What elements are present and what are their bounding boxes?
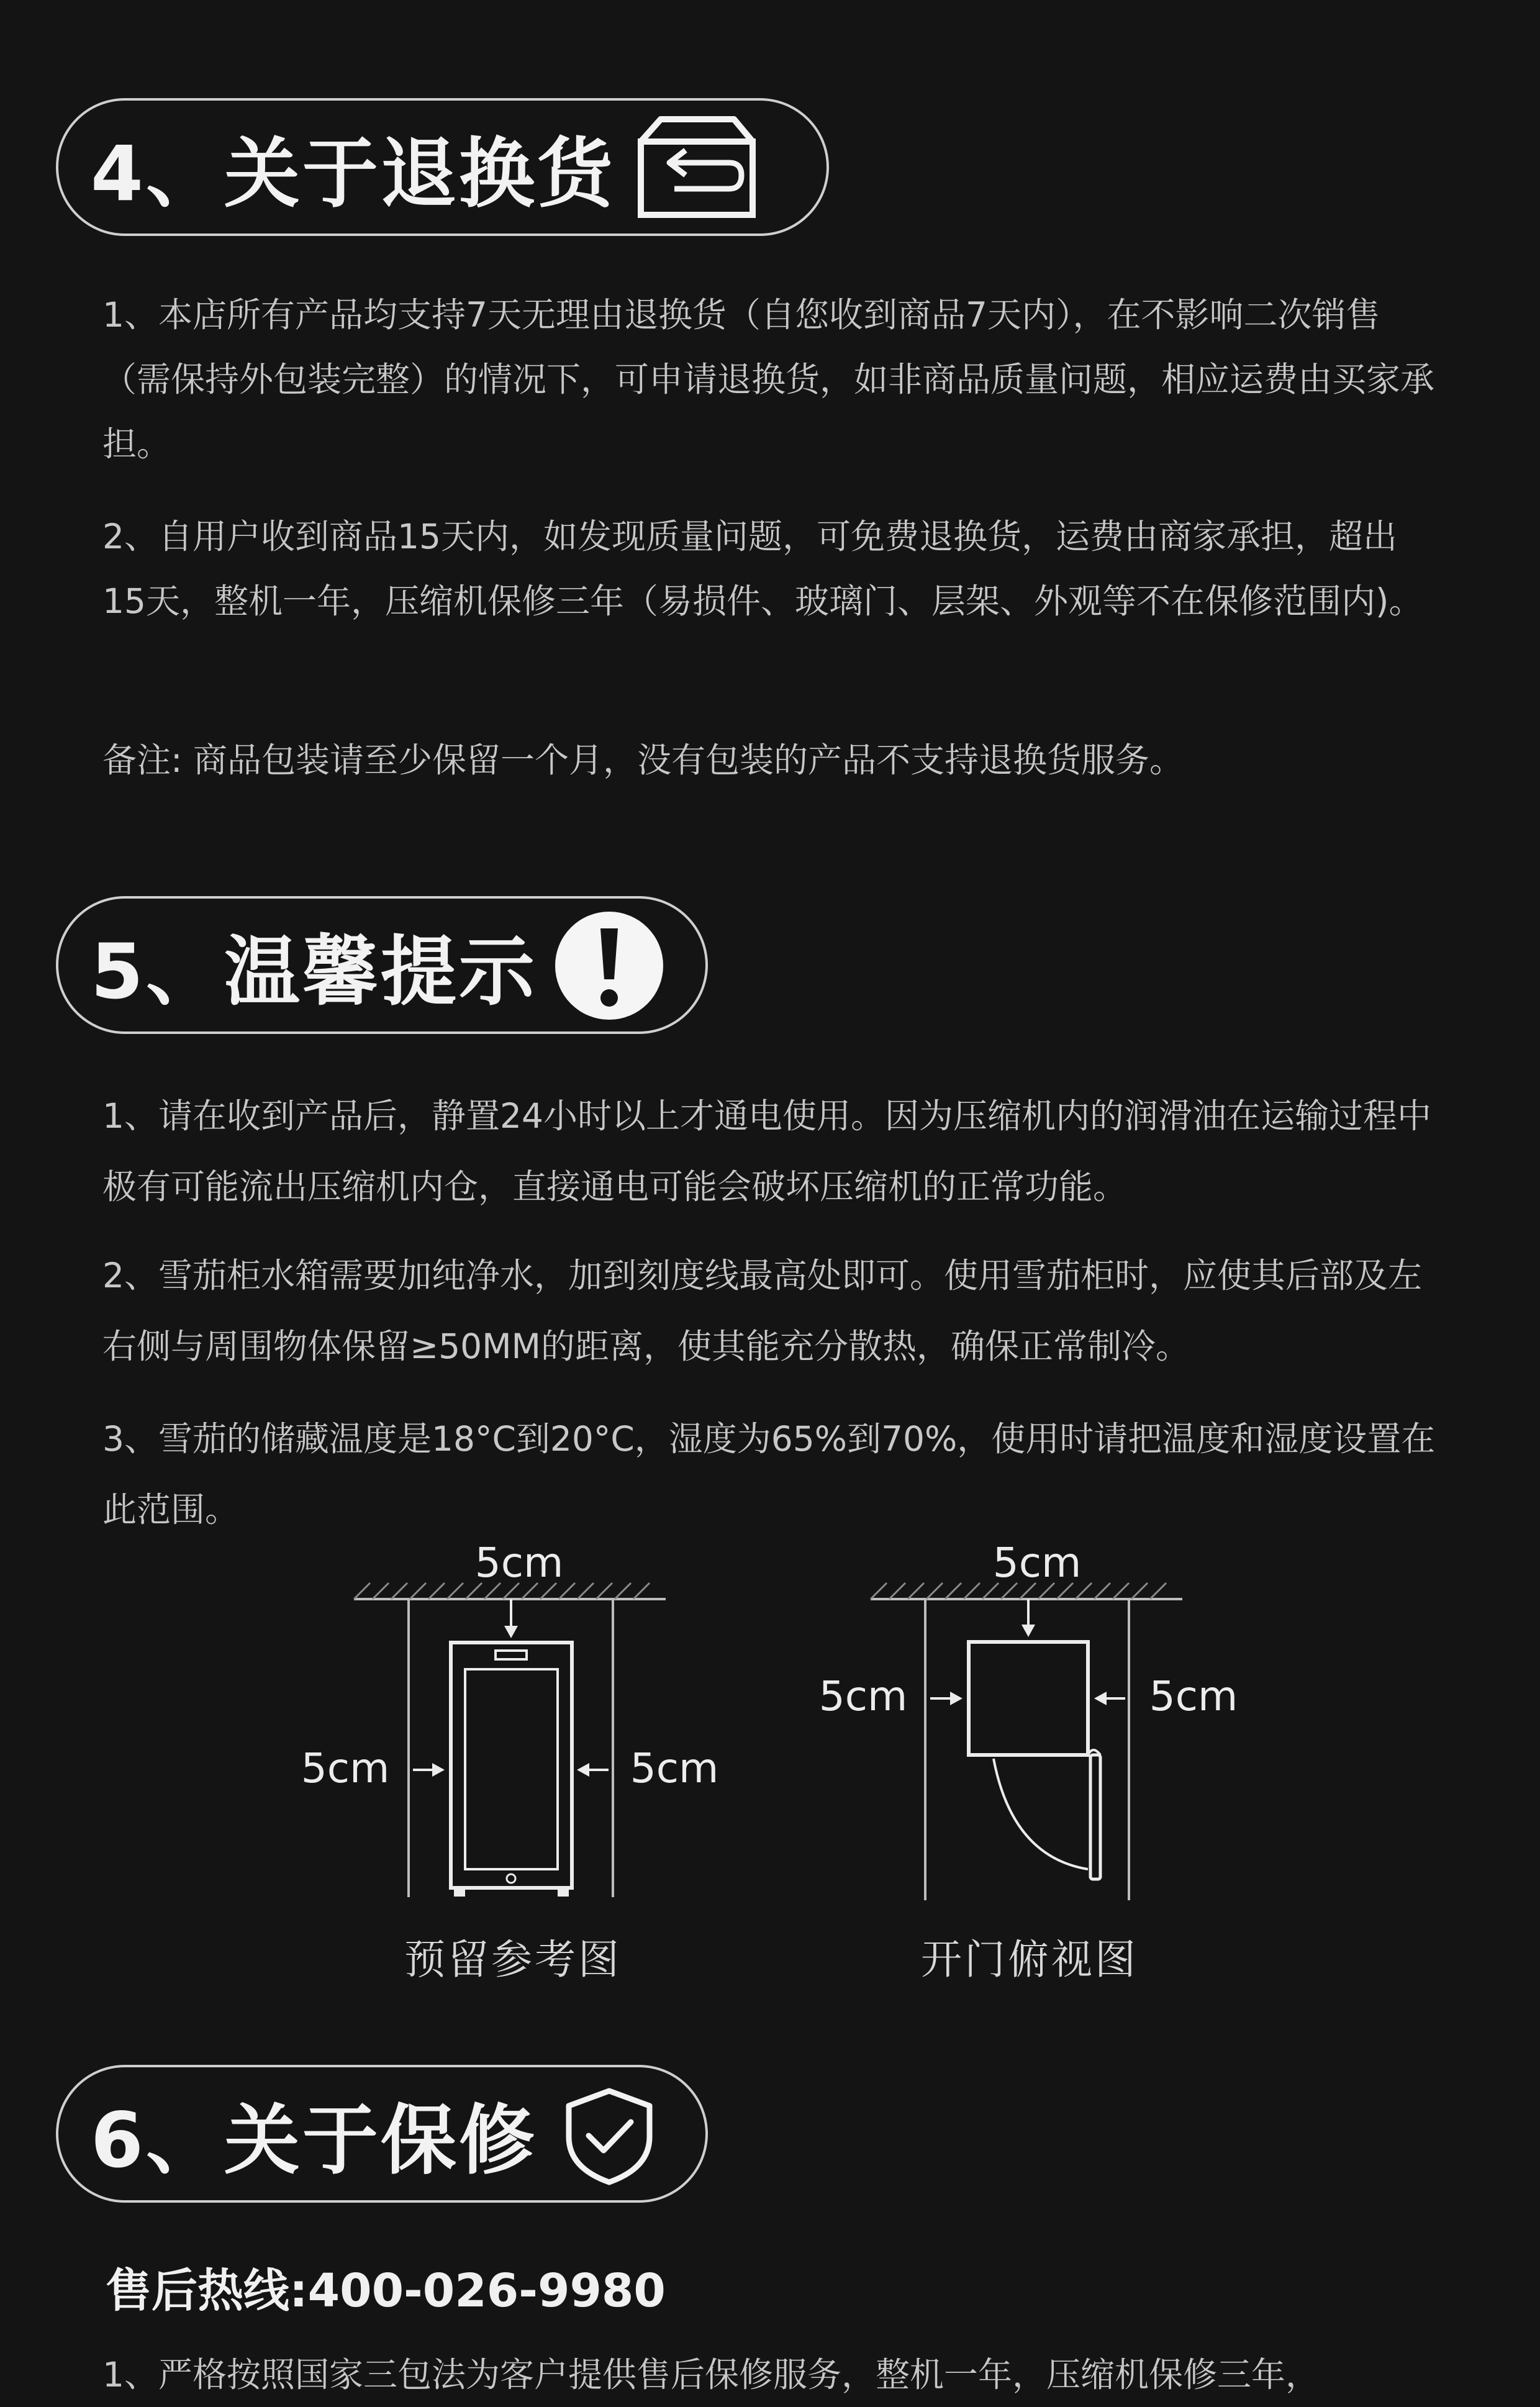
after-sales-hotline: 售后热线:400-026-9980 [106,2264,666,2318]
front-diagram-caption: 预留参考图 [404,1936,622,1983]
top-view-left-gap-label: 5cm [818,1672,908,1720]
door-top-view-diagram [801,1534,1273,1993]
section-6-paragraph-1: 1、严格按照国家三包法为客户提供售后保修服务，整机一年，压缩机保修三年， [102,2355,1320,2395]
front-top-gap-label: 5cm [474,1539,564,1587]
section-4-title: 4、关于退换货 [91,129,615,218]
section-5-title: 5、温馨提示 [91,927,537,1016]
front-clearance-diagram [286,1534,758,1993]
section-5-paragraph-1: 1、请在收到产品后，静置24小时以上才通电使用。因为压缩机内的润滑油在运输过程中极有可能流出压缩机内仓，直接通电可能会破坏压缩机的正常功能。 [102,1096,1431,1207]
top-view-top-gap-label: 5cm [992,1539,1082,1587]
top-view-right-gap-label: 5cm [1149,1672,1238,1720]
return-box-icon [636,116,757,222]
section-4-paragraph-1: 1、本店所有产品均支持7天无理由退换货（自您收到商品7天内），在不影响二次销售（需保持外包装完整）的情况下，可申请退换货，如非商品质量问题，相应运费由买家承担。 [102,295,1435,464]
front-right-gap-label: 5cm [630,1744,719,1792]
section-4-header [56,98,829,236]
section-5-paragraph-2: 2、雪茄柜水箱需要加纯净水，加到刻度线最高处即可。使用雪茄柜时，应使其后部及左右侧与周围物体保留≥50MM的距离，使其能充分散热，确保正常制冷。 [102,1256,1422,1366]
section-4-paragraph-2: 2、自用户收到商品15天内，如发现质量问题，可免费退换货，运费由商家承担，超出15天，整机一年，压缩机保修三年（易损件、玻璃门、层架、外观等不在保修范围内)。 [102,517,1423,621]
section-4-note: 备注: 商品包装请至少保留一个月，没有包装的产品不支持退换货服务。 [102,740,1184,780]
section-6-header [56,2065,708,2203]
shield-check-icon [563,2086,656,2189]
front-left-gap-label: 5cm [301,1744,390,1792]
section-5-paragraph-3: 3、雪茄的储藏温度是18°C到20°C，湿度为65%到70%，使用时请把温度和湿度设置在此范围。 [102,1419,1436,1530]
section-6-title: 6、关于保修 [91,2096,537,2185]
top-view-diagram-caption: 开门俯视图 [921,1936,1138,1983]
exclamation-icon [553,910,665,1024]
section-5-header [56,896,708,1034]
